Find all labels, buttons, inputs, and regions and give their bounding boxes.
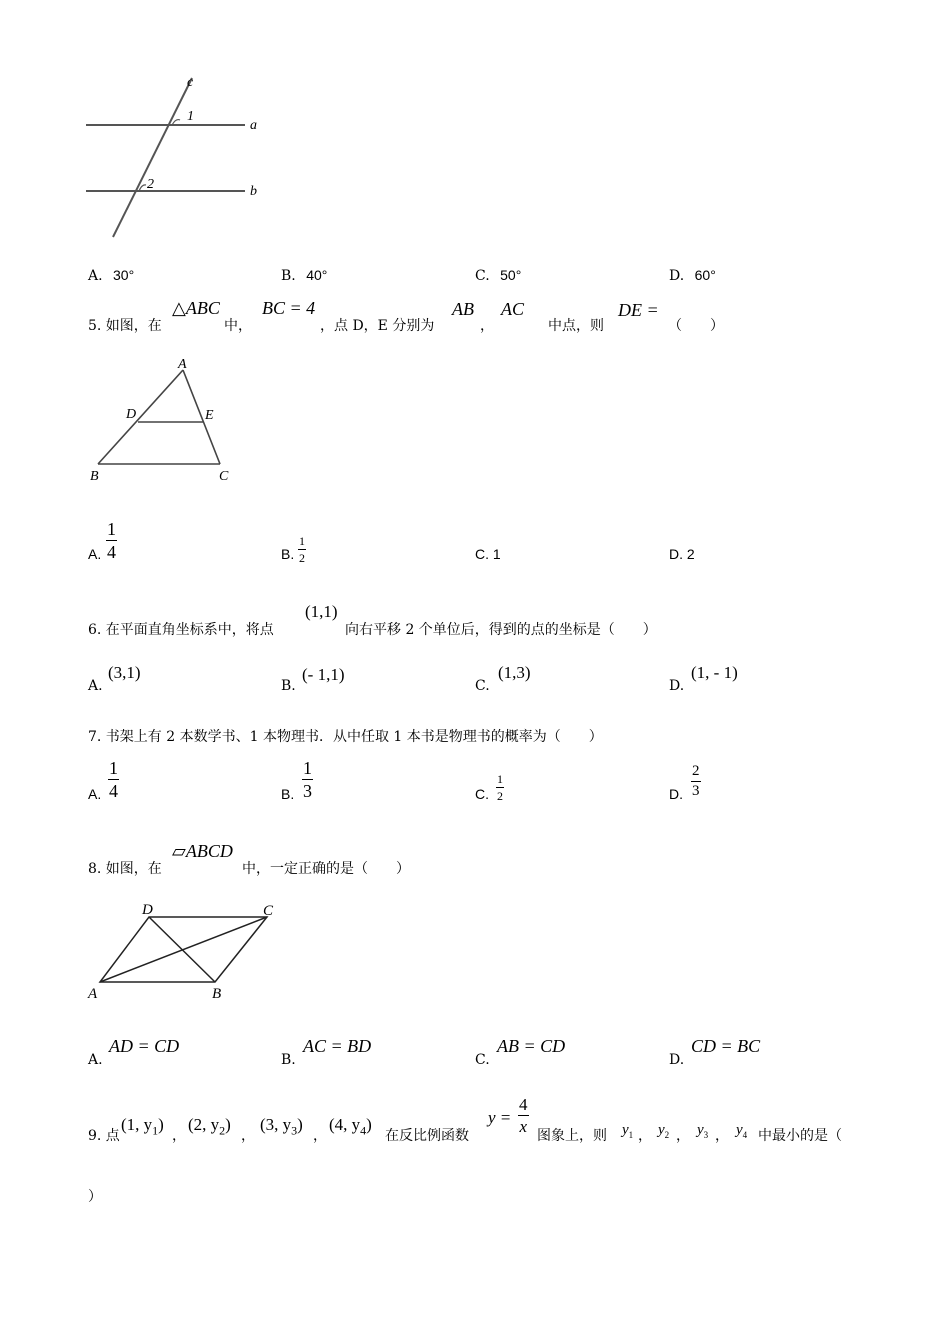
q6-option-b-letter[interactable]: B. — [281, 678, 296, 694]
q5-ac: AC — [501, 299, 525, 319]
q8-prefix: 8. 如图，在 — [88, 861, 162, 877]
q9-point-2: (2, $y_2$) — [188, 1115, 231, 1138]
q7-option-d-fraction: 2 3 — [692, 763, 700, 799]
label-D: D — [142, 902, 153, 918]
q5-bc-equals-4: BC = 4 — [262, 298, 316, 318]
label-C: C — [219, 469, 229, 484]
q8-option-d-value: CD = BC — [691, 1036, 761, 1056]
question-7: 7. 书架上有 2 本数学书、1 本物理书．从中任取 1 本书是物理书的概率为（ ） — [88, 729, 603, 745]
q5-option-d[interactable]: D. 2 — [669, 546, 695, 562]
q9-point-3: (3, $y_3$) — [260, 1115, 303, 1138]
q9-y3: $y_3$ — [697, 1122, 709, 1140]
q5-option-a-fraction: 1 4 — [107, 519, 116, 562]
q7-option-b-letter[interactable]: B. — [281, 786, 295, 802]
q9-function-y: y = — [488, 1108, 512, 1127]
q8-option-d-letter[interactable]: D. — [669, 1052, 685, 1068]
q9-separator: ， — [241, 1128, 255, 1144]
q9-separator: ， — [638, 1128, 652, 1144]
q5-text: 中点，则 — [548, 318, 604, 334]
q9-text: 图象上，则 — [537, 1128, 607, 1144]
q4-option-b[interactable]: B. 40° — [281, 267, 328, 284]
q9-separator: ， — [715, 1128, 729, 1144]
q6-option-d-value: (1, - 1) — [691, 663, 738, 682]
q6-suffix: 向右平移 2 个单位后，得到的点的坐标是（ ） — [345, 622, 657, 638]
label-B: B — [212, 986, 222, 1002]
q5-answer-paren: （ ） — [668, 318, 724, 334]
q5-option-b-fraction: 1 2 — [299, 534, 305, 565]
q8-option-a-letter[interactable]: A. — [88, 1052, 103, 1068]
q5-text: ， — [480, 318, 494, 334]
q4-option-c[interactable]: C. 50° — [475, 267, 522, 284]
triangle-midline-figure — [84, 355, 244, 490]
q5-option-c[interactable]: C. 1 — [475, 546, 501, 562]
label-1: 1 — [187, 109, 194, 124]
q8-option-c-letter[interactable]: C. — [475, 1052, 490, 1068]
q6-prefix: 6. 在平面直角坐标系中，将点 — [88, 622, 274, 638]
q8-option-b-letter[interactable]: B. — [281, 1052, 296, 1068]
q9-y1: $y_1$ — [622, 1122, 634, 1140]
q4-option-d[interactable]: D. 60° — [669, 267, 716, 284]
q9-point-4: (4, $y_4$) — [329, 1115, 372, 1138]
q5-option-a-letter[interactable]: A. — [88, 546, 102, 562]
q9-prefix: 9. 点 — [88, 1128, 120, 1144]
q6-option-d-letter[interactable]: D. — [669, 678, 685, 694]
label-c: c — [187, 75, 194, 90]
parallelogram-figure — [84, 897, 284, 1007]
label-D: D — [126, 407, 137, 422]
q7-option-a-fraction: 1 4 — [109, 758, 118, 801]
q9-y4: $y_4$ — [736, 1122, 748, 1140]
segment-ac — [183, 370, 220, 464]
label-A: A — [178, 357, 187, 372]
q8-option-a-value: AD = CD — [109, 1036, 180, 1056]
label-a: a — [250, 118, 257, 133]
q4-option-a[interactable]: A. 30° — [88, 267, 135, 284]
q9-separator: ， — [676, 1128, 690, 1144]
q6-option-b-value: (- 1,1) — [302, 665, 345, 684]
line-c — [113, 78, 192, 237]
q9-answer-paren-close: ） — [88, 1189, 102, 1205]
q9-function-fraction: 4 x — [519, 1095, 528, 1136]
q5-text: ，点 D，E 分别为 — [320, 318, 435, 334]
q7-option-a-letter[interactable]: A. — [88, 786, 102, 802]
label-B: B — [90, 469, 99, 484]
q7-option-d-letter[interactable]: D. — [669, 786, 683, 802]
q9-separator: ， — [313, 1128, 327, 1144]
label-C: C — [263, 903, 274, 919]
q9-y2: $y_2$ — [658, 1122, 670, 1140]
q9-point-1: (1, $y_1$) — [121, 1115, 164, 1138]
q8-parallelogram-abcd: ▱ABCD — [172, 841, 233, 861]
q5-triangle-abc: △ABC — [172, 298, 220, 318]
q9-text: 在反比例函数 — [385, 1128, 469, 1144]
segment-ab — [98, 370, 183, 464]
q6-option-c-value: (1,3) — [498, 663, 531, 682]
label-2: 2 — [147, 177, 154, 192]
q5-prefix: 5. 如图，在 — [88, 318, 162, 334]
q8-suffix: 中，一定正确的是（ ） — [242, 861, 410, 877]
q8-option-b-value: AC = BD — [303, 1036, 372, 1056]
q5-option-b-letter[interactable]: B. — [281, 546, 295, 562]
q7-option-c-letter[interactable]: C. — [475, 786, 489, 802]
parallel-lines-figure — [80, 72, 280, 244]
q7-option-c-fraction: 1 2 — [497, 772, 503, 803]
q9-tail: 中最小的是（ — [758, 1128, 842, 1144]
q6-option-a-letter[interactable]: A. — [88, 678, 103, 694]
q5-text: 中， — [224, 318, 252, 334]
q9-separator: ， — [172, 1128, 186, 1144]
q6-point: (1,1) — [305, 602, 338, 621]
diagonal-bd — [149, 917, 215, 982]
q6-option-c-letter[interactable]: C. — [475, 678, 490, 694]
q5-ab: AB — [452, 299, 474, 319]
q6-option-a-value: (3,1) — [108, 663, 141, 682]
label-b: b — [250, 184, 257, 199]
q8-option-c-value: AB = CD — [497, 1036, 566, 1056]
q7-option-b-fraction: 1 3 — [303, 758, 312, 801]
label-A: A — [88, 986, 98, 1002]
label-E: E — [205, 408, 214, 423]
q5-de-equals: DE = — [618, 300, 659, 320]
